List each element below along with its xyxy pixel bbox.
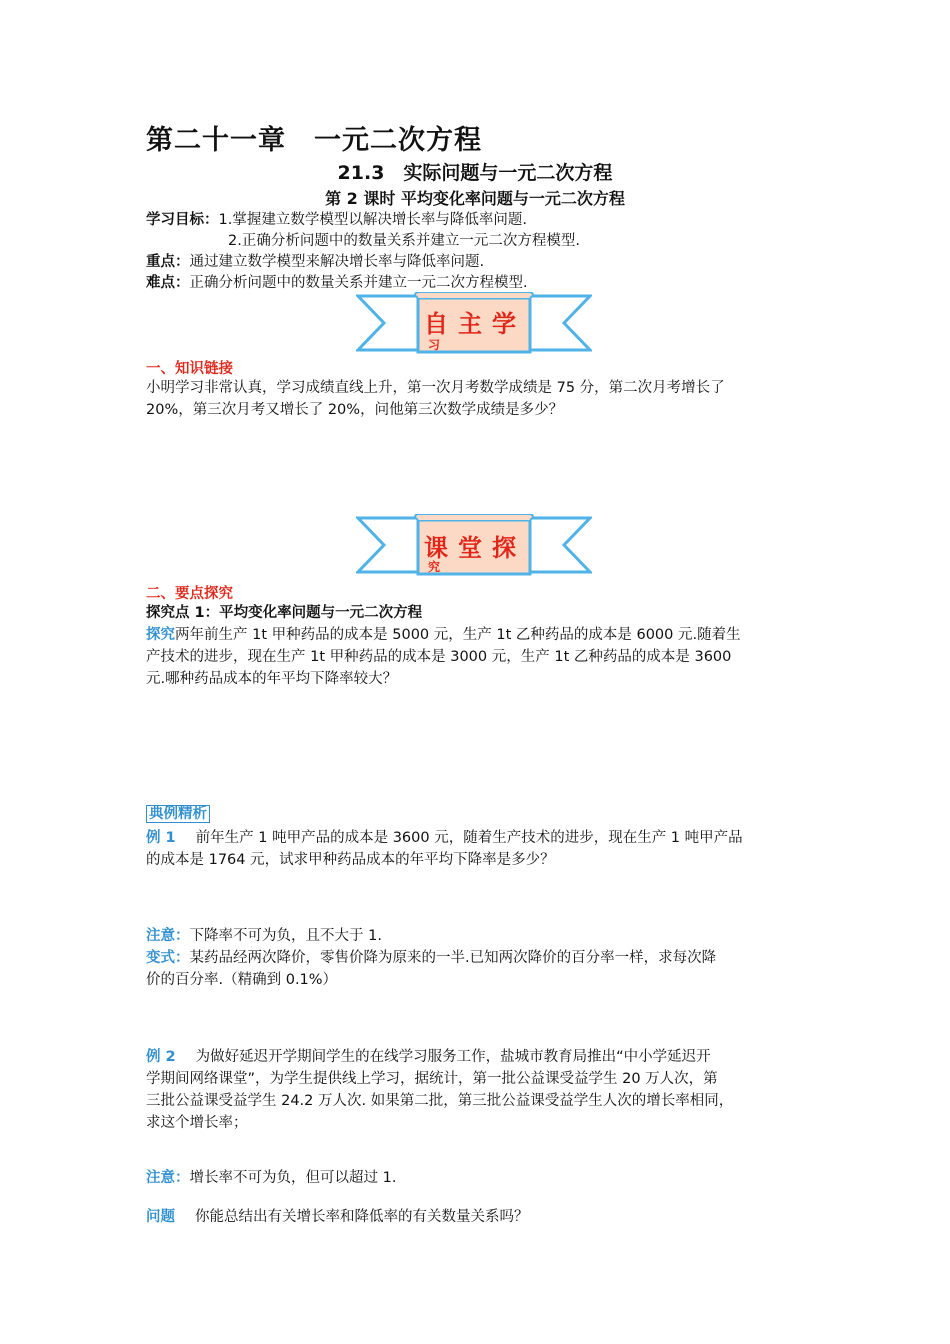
explore-line-1 bbox=[146, 625, 741, 645]
part2-subheading: 探究点 1：平均变化率问题与一元二次方程 bbox=[146, 605, 423, 621]
note-2-text: 增长率不可为负，但可以超过 1. bbox=[189, 1170, 397, 1186]
note-1 bbox=[146, 926, 382, 946]
objectives-label: 学习目标： bbox=[146, 212, 219, 228]
objectives-line-1 bbox=[146, 210, 527, 230]
explore-line-2: 产技术的进步，现在生产 1t 甲种药品的成本是 3000 元，生产 1t 乙种药品的成本是 3600 bbox=[146, 649, 732, 665]
key-text: 通过建立数学模型来解决增长率与降低率问题. bbox=[189, 254, 485, 270]
example-1-line-2: 的成本是 1764 元，试求甲种药品成本的年平均下降率是多少？ bbox=[146, 852, 555, 868]
banner-2-sub: 究 bbox=[428, 560, 441, 574]
explore-text-1: 两年前生产 1t 甲种药品的成本是 5000 元，生产 1t 乙种药品的成本是 6000 元.随着生 bbox=[175, 627, 741, 643]
note-1-text: 下降率不可为负，且不大于 1. bbox=[189, 928, 382, 944]
lesson-title: 第 2 课时 平均变化率问题与一元二次方程 bbox=[325, 189, 625, 208]
part1-line-1: 小明学习非常认真，学习成绩直线上升，第一次月考数学成绩是 75 分，第二次月考增长了 bbox=[146, 380, 725, 396]
example-2-label: 例 2 bbox=[146, 1049, 176, 1065]
difficult-text: 正确分析问题中的数量关系并建立一元二次方程模型. bbox=[189, 275, 528, 291]
difficult-point bbox=[146, 273, 528, 293]
variant-line-1 bbox=[146, 948, 716, 968]
example-2-line-4: 求这个增长率； bbox=[146, 1115, 248, 1131]
explore-line-3: 元.哪种药品成本的年平均下降率较大？ bbox=[146, 671, 398, 687]
examples-box bbox=[146, 804, 210, 824]
example-2-line-1 bbox=[146, 1047, 711, 1067]
banner-1-sub: 习 bbox=[428, 338, 441, 352]
chapter-title: 第二十一章 一元二次方程 bbox=[146, 125, 482, 156]
part1-heading: 一、知识链接 bbox=[146, 361, 233, 377]
example-1-text-1: 前年生产 1 吨甲产品的成本是 3600 元，随着生产技术的进步，现在生产 1 吨甲产品 bbox=[195, 830, 743, 846]
question-label: 问题 bbox=[146, 1209, 175, 1225]
banner-2-text: 课堂探 bbox=[424, 534, 526, 560]
objective-2: 2.正确分析问题中的数量关系并建立一元二次方程模型. bbox=[228, 233, 580, 249]
banner-1-text: 自主学 bbox=[424, 310, 526, 336]
objective-1: 1.掌握建立数学模型以解决增长率与降低率问题. bbox=[218, 212, 527, 228]
part1-line-2: 20%，第三次月考又增长了 20%，问他第三次数学成绩是多少？ bbox=[146, 402, 564, 418]
example-2-text-1: 为做好延迟开学期间学生的在线学习服务工作，盐城市教育局推出“中小学延迟开 bbox=[195, 1049, 711, 1065]
example-2-line-2: 学期间网络课堂”，为学生提供线上学习，据统计，第一批公益课受益学生 20 万人次，第 bbox=[146, 1071, 718, 1087]
examples-box-label: 典例精析 bbox=[146, 805, 210, 823]
note-1-label: 注意： bbox=[146, 928, 190, 944]
section-title: 21.3 实际问题与一元二次方程 bbox=[337, 162, 613, 184]
part2-heading: 二、要点探究 bbox=[146, 586, 233, 602]
variant-label: 变式： bbox=[146, 950, 190, 966]
example-1-label: 例 1 bbox=[146, 830, 176, 846]
note-2 bbox=[146, 1168, 396, 1188]
note-2-label: 注意： bbox=[146, 1170, 190, 1186]
question bbox=[146, 1207, 529, 1227]
key-label: 重点： bbox=[146, 254, 190, 270]
variant-line-2: 价的百分率.（精确到 0.1%） bbox=[146, 972, 338, 988]
example-1-line-1 bbox=[146, 828, 743, 848]
difficult-label: 难点： bbox=[146, 275, 190, 291]
key-point bbox=[146, 252, 484, 272]
explore-label: 探究 bbox=[146, 627, 175, 643]
example-2-line-3: 三批公益课受益学生 24.2 万人次. 如果第二批，第三批公益课受益学生人次的增长率相同， bbox=[146, 1093, 734, 1109]
question-text: 你能总结出有关增长率和降低率的有关数量关系吗？ bbox=[195, 1209, 529, 1225]
variant-text-1: 某药品经两次降价，零售价降为原来的一半.已知两次降价的百分率一样，求每次降 bbox=[189, 950, 717, 966]
